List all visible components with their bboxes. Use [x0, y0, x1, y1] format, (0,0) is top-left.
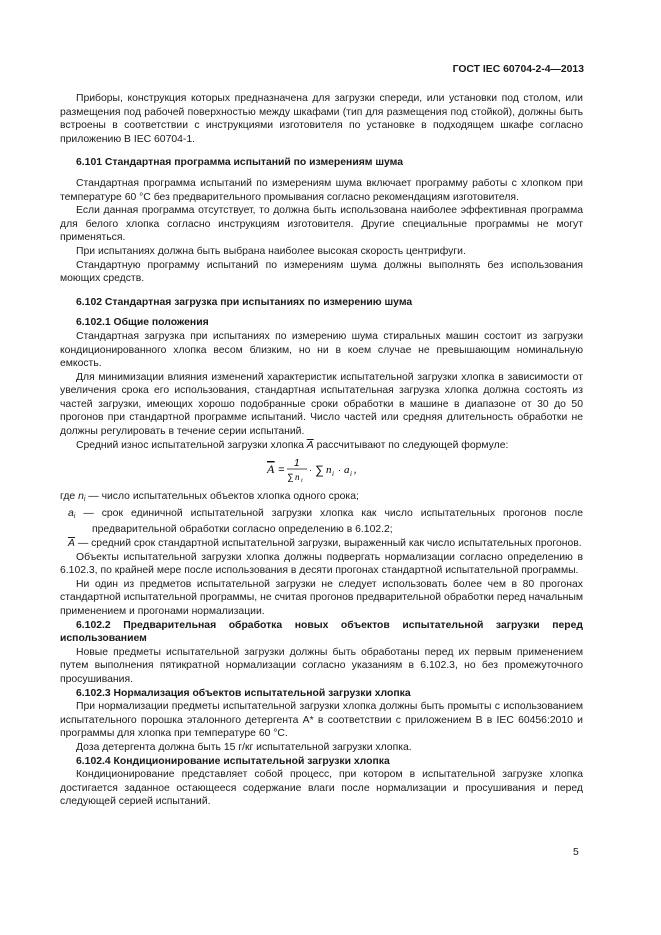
section-6101-paragraph-3: При испытаниях должна быть выбрана наиболее высокая скорость центрифуги.: [76, 245, 466, 257]
formula-numerator: 1: [293, 458, 300, 470]
formula-dot-2: ·: [337, 465, 341, 476]
definition-a-bar: [60, 537, 583, 551]
formula-lead-text-end: рассчитывают по следующей формуле:: [313, 439, 509, 451]
standard-header: ГОСТ IEC 60704-2-4—2013: [452, 64, 584, 75]
formula-term-a-index: i: [349, 470, 352, 479]
section-61021-heading: 6.102.1 Общие положения: [76, 317, 209, 329]
page-number: 5: [573, 847, 579, 858]
section-61024-heading: 6.102.4 Кондиционирование испытательной загрузки хлопка: [76, 755, 390, 767]
document-body: [60, 92, 583, 809]
symbol-n-index: i: [83, 496, 86, 504]
definition-intro: где: [60, 491, 79, 503]
symbol-n: n: [78, 491, 84, 503]
section-61021-paragraph-4: Объекты испытательной загрузки хлопка должны подвергать нормализации согласно определению в 6.102.3, по крайней мере после использования в десяти прогонах стандартной испытательной программы.: [60, 551, 583, 577]
formula-comma: ,: [353, 464, 357, 477]
formula-term-n: n: [325, 464, 331, 477]
section-61024-paragraph-1: Кондиционирование представляет собой процесс, при котором в испытательной загрузке хлопка достигается заданное остающееся содержание влаги после нормализации и просушивания и перед следующей серией испытаний.: [60, 769, 583, 808]
definition-a: [60, 507, 583, 537]
formula-dot-1: ·: [308, 465, 312, 476]
formula-graphic: [267, 455, 377, 485]
section-61023-paragraph-1: При нормализации предметы испытательной загрузки хлопка должны быть промыты с использованием испытательного порошка эталонного детергента A* в соответствии с приложением B в IEC 60456:2010 и программы для хлопка при температуре 60 °C.: [60, 701, 583, 740]
formula-term-a: a: [343, 464, 349, 477]
section-61022-heading: 6.102.2 Предварительная обработка новых объектов испытательной загрузки перед использованием: [60, 619, 583, 645]
formula-denominator-i: i: [300, 478, 303, 485]
formula-lhs: A: [266, 462, 274, 477]
formula-denominator-n: n: [294, 472, 299, 483]
symbol-a-bar-def: $\overline{A}$: [68, 538, 75, 550]
definition-n-text: — число испытательных объектов хлопка одного срока;: [85, 491, 359, 503]
section-61023-paragraph-2: Доза детергента должна быть 15 г/кг испытательной загрузки хлопка.: [76, 741, 412, 753]
average-wear-formula: [60, 456, 583, 484]
section-6102-heading: 6.102 Стандартная загрузка при испытаниях по измерению шума: [76, 296, 413, 308]
section-6101-paragraph-1: Стандартная программа испытаний по измерениям шума включает программу работы с хлопком при температуре 60 °C без предварительного промывания согласно рекомендациям изготовителя.: [60, 177, 583, 203]
section-61021-paragraph-2: Для минимизации влияния изменений характеристик испытательной загрузки хлопка в зависимости от увеличения срока его использования, стандартная испытательная загрузка хлопка должна состоять из частей загрузки, имеющих хорошо подобранные сроки обработки в машине в диапазоне от 30 до 50 прогонов при стандартной программе испытаний. Число частей или средняя длительность обработки не должны регулировать в течение серии испытаний.: [60, 371, 583, 438]
formula-lead-text: Средний износ испытательной загрузки хлопка: [76, 439, 307, 451]
definition-a-text: — срок единичной испытательной загрузки хлопка как число испытательных прогонов после предварительной обработки согласно определению в 6.102.2;: [75, 507, 583, 536]
section-6101-paragraph-2: Если данная программа отсутствует, то должна быть использована наиболее эффективная программа для белого хлопка согласно инструкциям изготовителя. Другие специальные программы не могут применяться.: [60, 205, 583, 244]
definition-a-bar-text: — средний срок стандартной испытательной загрузки, выраженный как число испытательных прогонов.: [74, 538, 582, 550]
symbol-a-index: i: [73, 512, 76, 520]
section-6101-paragraph-4: Стандартную программу испытаний по измерениям шума должны выполнять без использования моющих средств.: [60, 259, 583, 285]
intro-paragraph: Приборы, конструкция которых предназначена для загрузки спереди, или установки под столом, или размещения под рабочей поверхностью между шкафами (тип для размещения под стойкой), должны быть встроены в соответствии с инструкциями изготовителя по установке в подходящем шкафе согласно приложению B IEC 60704-1.: [60, 93, 583, 145]
symbol-a: a: [68, 507, 74, 519]
symbol-a-bar: $\overline{A}$: [306, 439, 314, 451]
formula-equals: =: [277, 464, 284, 477]
formula-term-n-index: i: [331, 470, 334, 479]
formula-denominator-sum: ∑: [286, 472, 293, 483]
section-61021-paragraph-3: [60, 439, 583, 453]
section-61021-paragraph-1: Стандартная загрузка при испытаниях по измерению шума стиральных машин состоит из загрузки кондиционированного хлопка весом близким, но ни в коем случае не превышающим номинальную емкость.: [60, 330, 583, 370]
section-61022-paragraph-1: Новые предметы испытательной загрузки должны быть обработаны перед их первым применением путем выполнения пятикратной нормализации согласно указаниям в 6.102.3, но без промежуточного просушивания.: [60, 646, 583, 685]
formula-sum: ∑: [314, 463, 324, 478]
definition-n: [60, 490, 583, 507]
section-61021-paragraph-5: Ни один из предметов испытательной загрузки не следует использовать более чем в 80 прогонах стандартной испытательной программы, не считая прогонов предварительной обработки перед начальным применением и прогонами нормализации.: [60, 578, 583, 617]
section-61023-heading: 6.102.3 Нормализация объектов испытательной загрузки хлопка: [76, 687, 411, 699]
section-6101-heading: 6.101 Стандартная программа испытаний по измерениям шума: [76, 157, 403, 169]
